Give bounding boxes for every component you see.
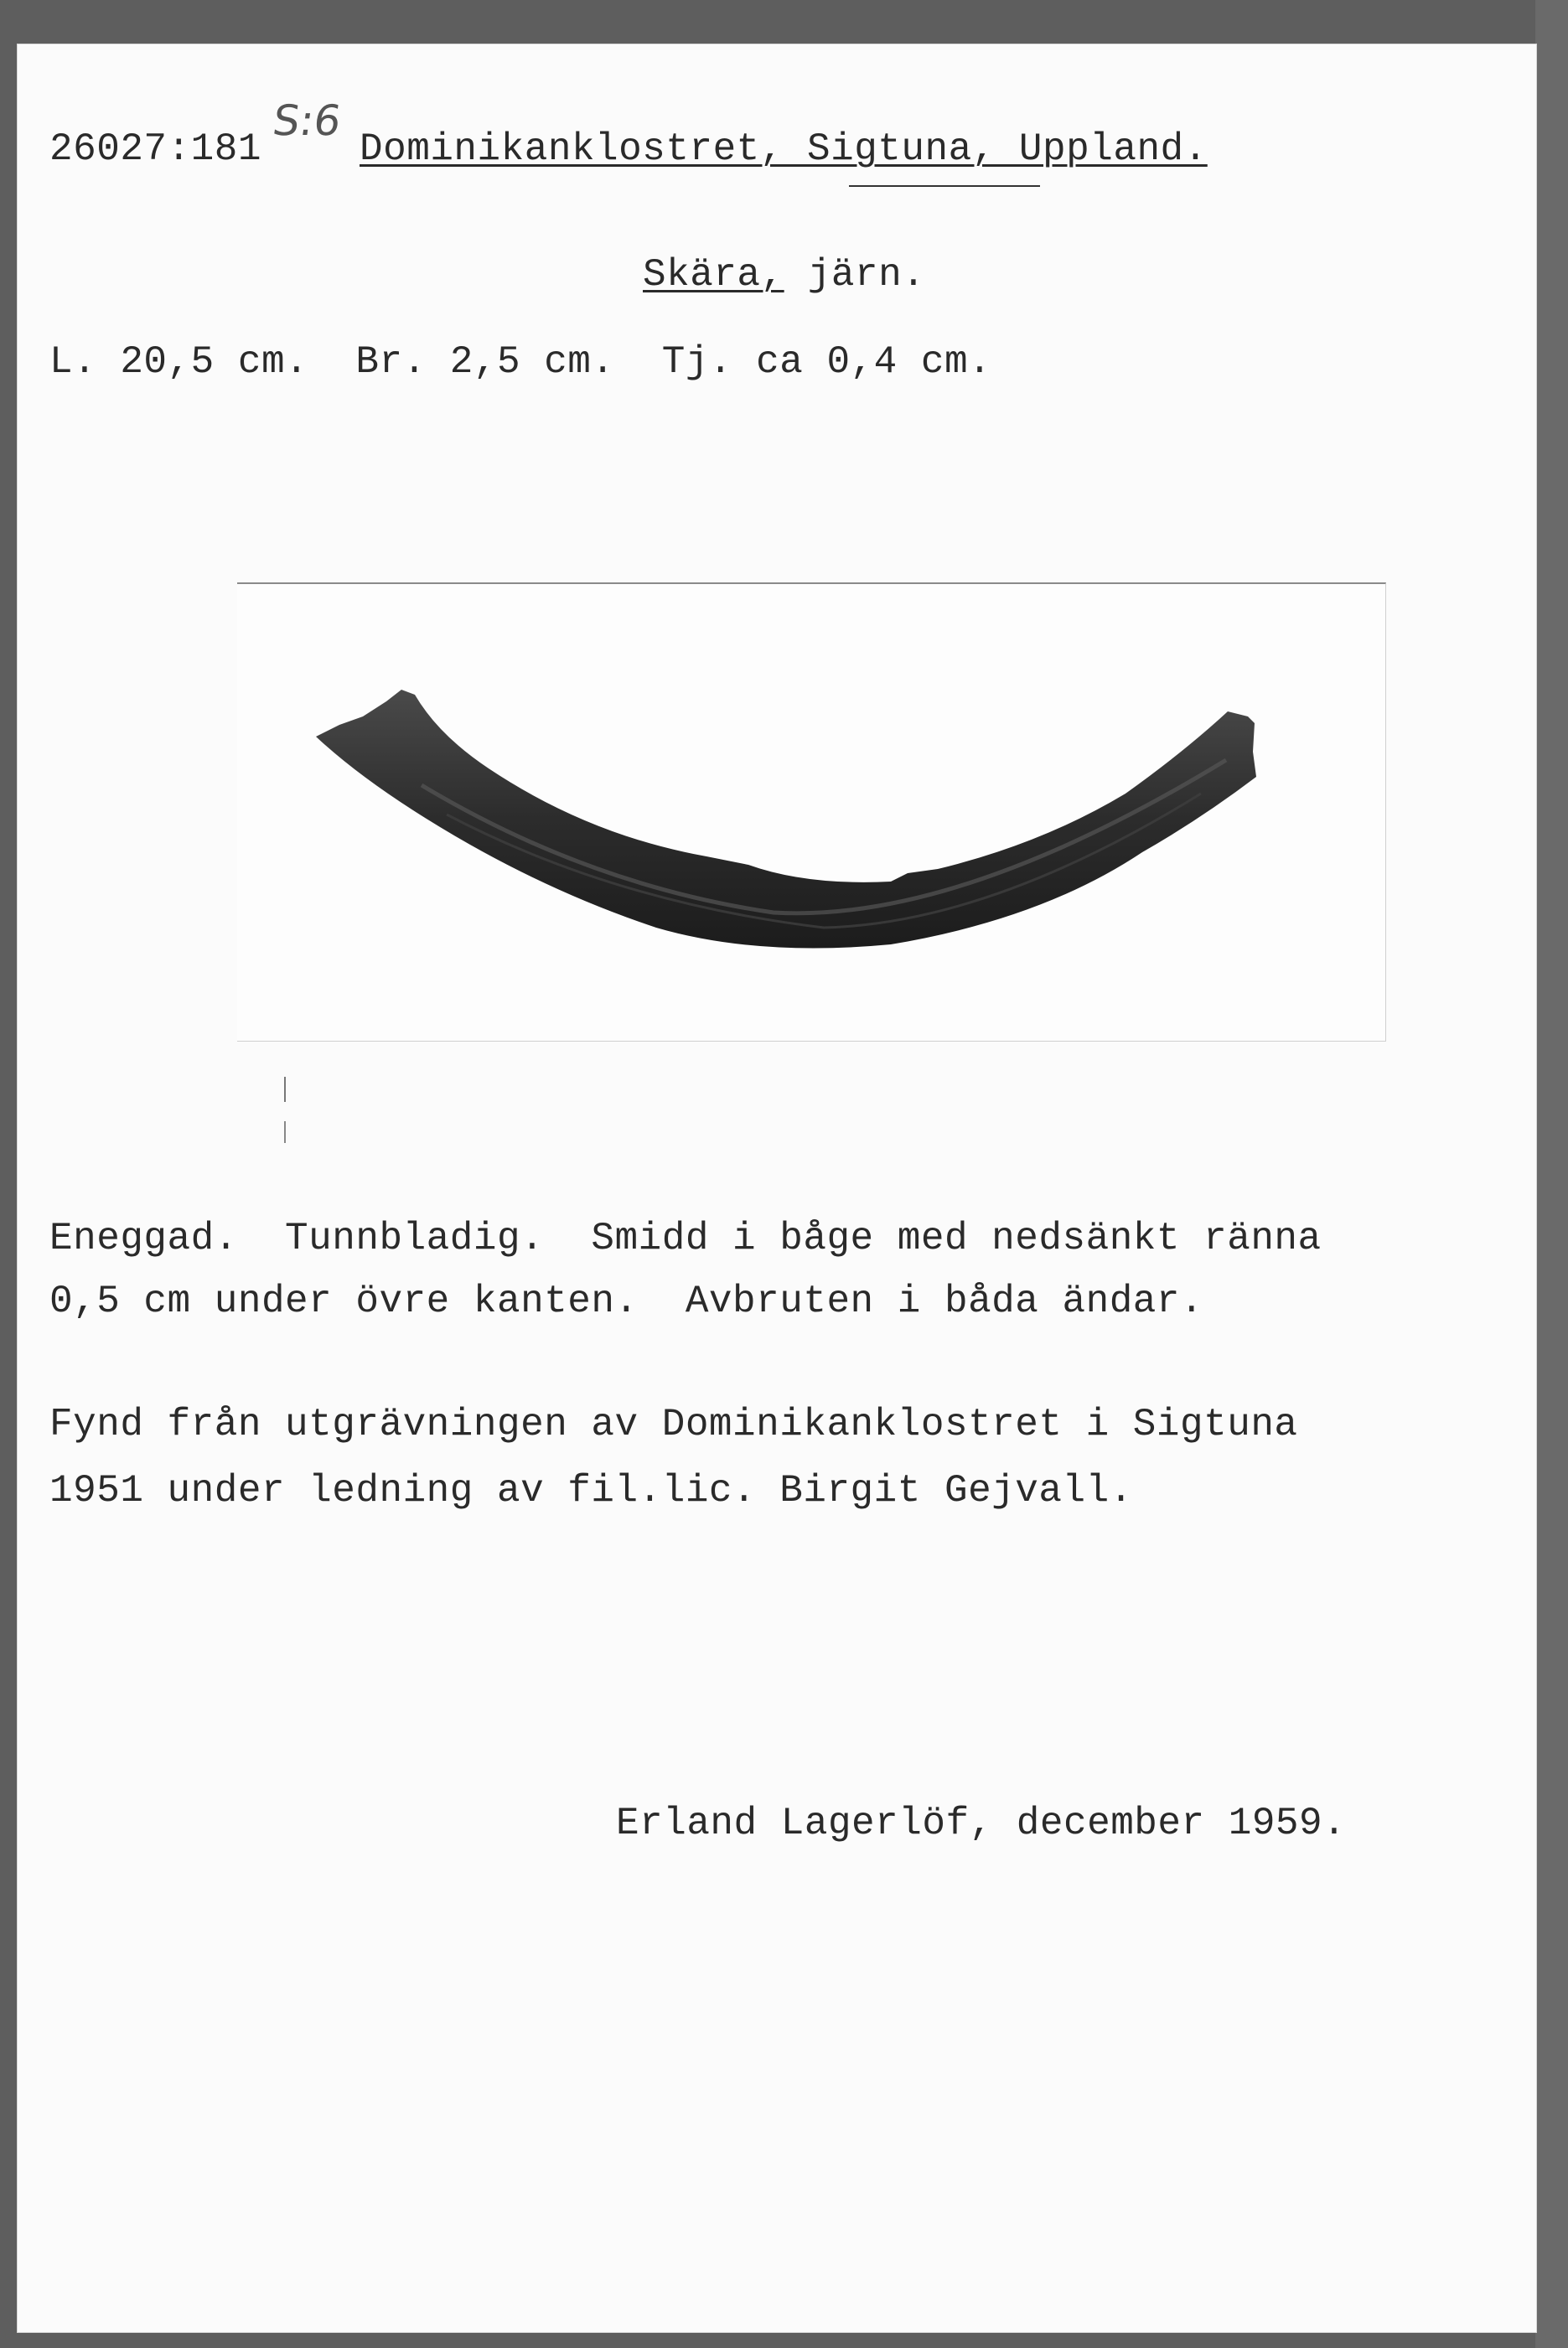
- object-photo: [237, 582, 1386, 1042]
- object-title: [643, 253, 926, 297]
- object-material: järn.: [807, 253, 926, 297]
- dimensions: L. 20,5 cm. Br. 2,5 cm. Tj. ca 0,4 cm.: [49, 340, 992, 384]
- catalog-card: [17, 44, 1537, 2333]
- description-line-2: 0,5 cm under övre kanten. Avbruten i båda ändar.: [49, 1280, 1204, 1323]
- scan-mark: [284, 1077, 286, 1102]
- find-location: Dominikanklostret, Sigtuna, Uppland.: [360, 127, 1208, 171]
- signature: Erland Lagerlöf, december 1959.: [616, 1802, 1347, 1845]
- location-rule: [849, 185, 1040, 187]
- find-line-2: 1951 under ledning av fil.lic. Birgit Gejvall.: [49, 1469, 1133, 1513]
- sickle-blade-icon: [237, 584, 1385, 1041]
- handwritten-mark: S:6: [269, 96, 344, 145]
- scan-border: [1535, 0, 1568, 2348]
- object-name: Skära,: [643, 253, 784, 297]
- description-line-1: Eneggad. Tunnbladig. Smidd i båge med nedsänkt ränna: [49, 1217, 1322, 1260]
- scan-mark: [284, 1121, 286, 1143]
- catalog-number: 26027:181: [49, 127, 261, 171]
- find-line-1: Fynd från utgrävningen av Dominikanklostret i Sigtuna: [49, 1403, 1298, 1446]
